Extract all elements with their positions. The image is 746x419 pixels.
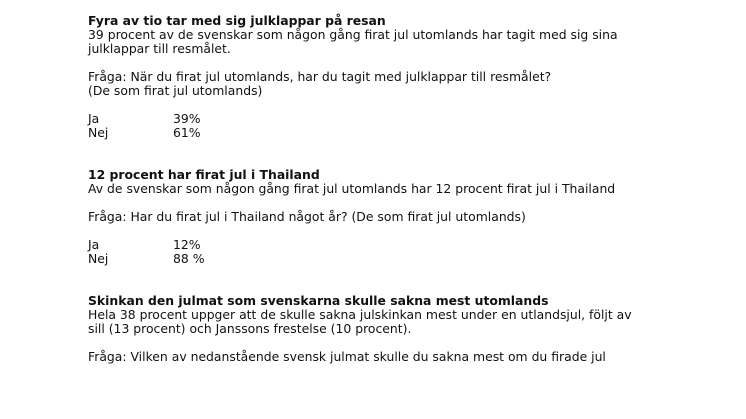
- section-text-line: sill (13 procent) och Janssons frestelse (10 procent).: [88, 321, 412, 336]
- document-page: [88, 14, 708, 364]
- question-line: Fråga: Har du firat jul i Thailand något år? (De som firat jul utomlands): [88, 209, 526, 224]
- question-line: Fråga: När du firat jul utomlands, har du tagit med julklappar till resmålet?: [88, 69, 552, 84]
- question-line: (De som firat jul utomlands): [88, 83, 263, 98]
- answer-label: Ja: [88, 237, 100, 252]
- question-line: Fråga: Vilken av nedanstående svensk julmat skulle du sakna mest om du firade jul: [88, 349, 606, 364]
- section-text-line: Av de svenskar som någon gång firat jul utomlands har 12 procent firat jul i Thailand: [88, 181, 616, 196]
- answer-row: [88, 238, 708, 252]
- section-thailand: [88, 168, 708, 266]
- answer-value: 39%: [173, 111, 201, 126]
- answer-row: [88, 126, 708, 140]
- section-text-line: julklappar till resmålet.: [88, 41, 231, 56]
- answer-label: Nej: [88, 251, 109, 266]
- answer-value: 61%: [173, 125, 201, 140]
- answer-value: 12%: [173, 237, 201, 252]
- answer-label: Nej: [88, 125, 109, 140]
- answer-label: Ja: [88, 111, 100, 126]
- section-julmat: [88, 294, 708, 364]
- answer-row: [88, 112, 708, 126]
- answer-row: [88, 252, 708, 266]
- answer-value: 88 %: [173, 251, 205, 266]
- section-heading: Fyra av tio tar med sig julklappar på resan: [88, 13, 386, 28]
- section-heading: 12 procent har firat jul i Thailand: [88, 167, 320, 182]
- section-heading: Skinkan den julmat som svenskarna skulle sakna mest utomlands: [88, 293, 549, 308]
- section-text-line: 39 procent av de svenskar som någon gång firat jul utomlands har tagit med sig sina: [88, 27, 618, 42]
- section-julklappar: [88, 14, 708, 140]
- section-text-line: Hela 38 procent uppger att de skulle sakna julskinkan mest under en utlandsjul, följt av: [88, 307, 632, 322]
